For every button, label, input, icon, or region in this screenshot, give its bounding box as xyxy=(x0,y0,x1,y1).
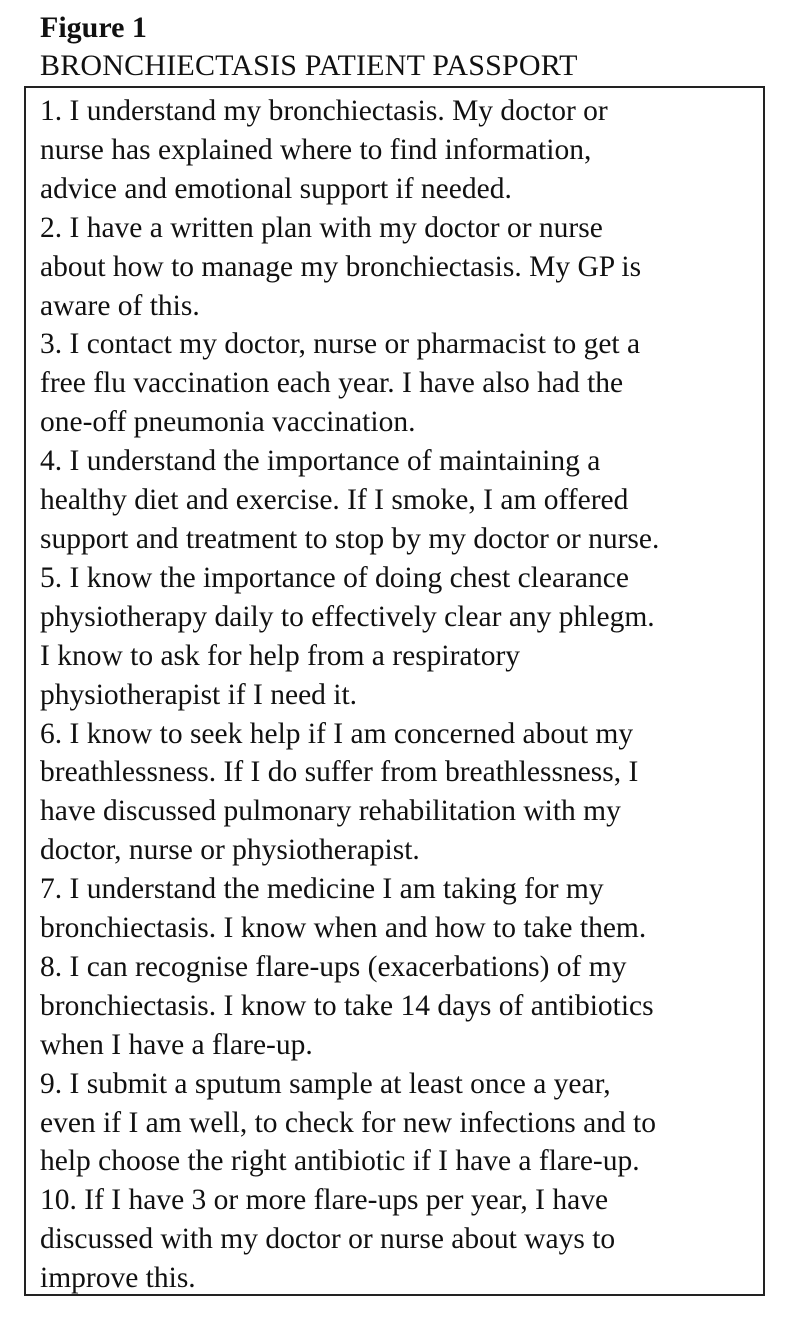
passport-item-7: 7. I understand the medicine I am taking for my bronchiectasis. I know when and how to take them. xyxy=(40,873,647,945)
figure-title: BRONCHIECTASIS PATIENT PASSPORT xyxy=(40,49,578,82)
passport-item-10: 10. If I have 3 or more flare-ups per year, I have discussed with my doctor or nurse about ways to improve this. xyxy=(40,1184,616,1295)
passport-item-6: 6. I know to seek help if I am concerned about my breathlessness. If I do suffer from breathlessness, I have discussed pulmonary rehabilitation with my doctor, nurse or physiotherapist. xyxy=(40,717,639,867)
passport-item-5: 5. I know the importance of doing chest clearance physiotherapy daily to effectively clear any phlegm. I know to ask for help from a respiratory physiotherapist if I need it. xyxy=(40,561,655,711)
figure-label: Figure 1 xyxy=(40,11,147,44)
passport-item-9: 9. I submit a sputum sample at least once a year, even if I am well, to check for new infections and to help choose the right antibiotic if I have a flare-up. xyxy=(40,1067,656,1178)
passport-item-3: 3. I contact my doctor, nurse or pharmacist to get a free flu vaccination each year. I have also had the one-off pneumonia vaccination. xyxy=(40,328,641,439)
passport-item-list xyxy=(40,92,760,1298)
passport-item-4: 4. I understand the importance of maintaining a healthy diet and exercise. If I smoke, I am offered support and treatment to stop by my doctor or nurse. xyxy=(40,445,660,555)
passport-item-1: 1. I understand my bronchiectasis. My doctor or nurse has explained where to find information, advice and emotional support if needed. xyxy=(40,95,608,205)
passport-item-2: 2. I have a written plan with my doctor or nurse about how to manage my bronchiectasis. My GP is aware of this. xyxy=(40,211,642,322)
passport-item-8: 8. I can recognise flare-ups (exacerbations) of my bronchiectasis. I know to take 14 days of antibiotics when I have a flare-up. xyxy=(40,950,654,1061)
